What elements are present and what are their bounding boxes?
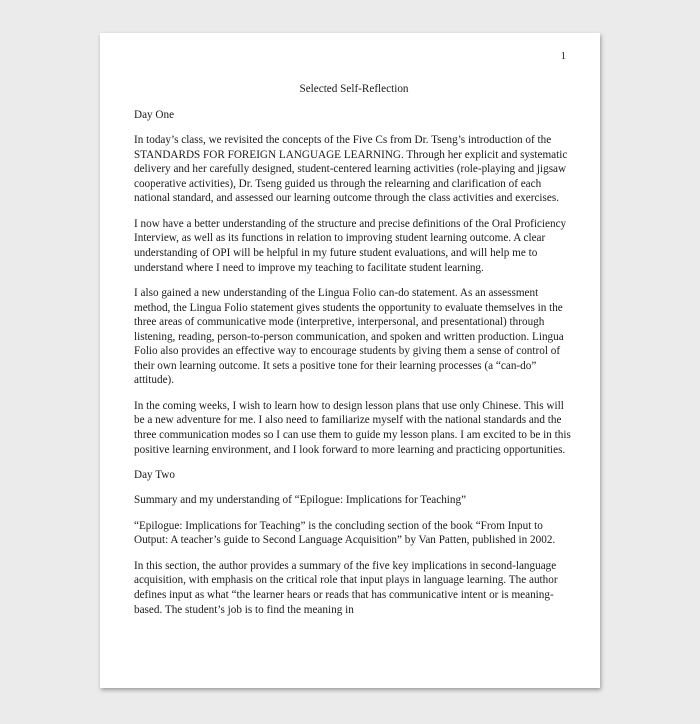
paragraph: In today’s class, we revisited the concepts of the Five Cs from Dr. Tseng’s introduction of the STANDARDS FOR FOREIGN LANGUAGE LEARNING. Through her explicit and systematic delivery and her carefully designed, student-centered learning activities (role-playing and jigsaw cooperative activities), Dr. Tseng guided us through the relearning and clarification of each national standard, and assessed our learning outcome through the class activities and exercises. [134,133,568,205]
paragraph: I also gained a new understanding of the Lingua Folio can-do statement. As an assessment method, the Lingua Folio statement gives students the opportunity to evaluate themselves in the three areas of communicative mode (interpretive, interpersonal, and presentational) through listening, reading, person-to-person communication, and spoken and written production. Lingua Folio also provides an effective way to encourage students by giving them a sense of control of their own learning outcome. It sets a positive tone for their learning processes (a “can-do” attitude). [134,286,564,387]
paragraph: In the coming weeks, I wish to learn how to design lesson plans that use only Chinese. This will be a new adventure for me. I also need to familiarize myself with the national standards and the three communication modes so I can use them to guide my lesson plans. I am excited to be in this positive learning environment, and I look forward to more learning and practicing opportunities. [134,399,571,456]
summary-heading: Summary and my understanding of “Epilogue: Implications for Teaching” [134,494,467,507]
section-heading-day-two: Day Two [134,469,175,482]
paragraph: I now have a better understanding of the structure and precise definitions of the Oral Proficiency Interview, as well as its functions in relation to improving student learning outcome. A clear understanding of OPI will be helpful in my future student evaluations, and will help me to understand where I need to improve my teaching to facilitate student learning. [134,217,567,274]
paragraph: In this section, the author provides a summary of the five key implications in second-language acquisition, with emphasis on the critical role that input plays in language learning. The author defines input as what “the learner hears or reads that has communicative intent or is meaning-based. The student’s job is to find the meaning in [134,559,558,616]
document-page [100,33,600,688]
page-number: 1 [560,51,566,62]
document-body [134,82,574,628]
section-heading-day-one: Day One [134,108,175,121]
document-title: Selected Self-Reflection [299,83,409,95]
paragraph: “Epilogue: Implications for Teaching” is the concluding section of the book “From Input to Output: A teacher’s guide to Second Language Acquisition” by Van Patten, published in 2002. [134,519,556,547]
